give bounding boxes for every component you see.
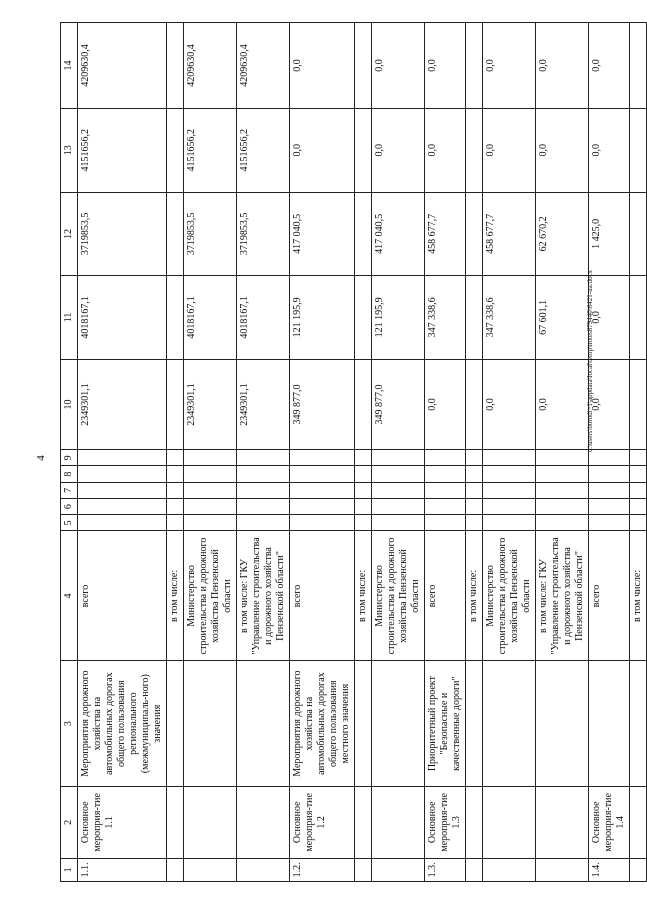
measure-name [184,786,237,858]
empty-cell [630,515,647,531]
empty-cell [237,498,290,514]
value-col-13 [630,108,647,192]
funding-source: Министерство строительства и дорожного хозяйства Пензенской области [184,531,237,661]
value-col-10: 349 877,0 [372,359,425,450]
value-col-13: 4151656,2 [237,108,290,192]
value-col-10: 349 877,0 [290,359,355,450]
empty-cell [290,515,355,531]
table-body [78,23,647,882]
table-row [483,23,536,882]
empty-cell [372,450,425,466]
measure-name: Основное мероприя-тие 1.3 [425,786,466,858]
empty-cell [466,450,483,466]
column-header: 9 [61,450,78,466]
funding-source: всего [589,531,630,661]
value-col-11: 121 195,9 [290,276,355,360]
measure-name: Основное мероприя-тие 1.4 [589,786,630,858]
empty-cell [237,450,290,466]
value-col-13: 0,0 [425,108,466,192]
empty-cell [425,482,466,498]
measure-description [372,661,425,786]
empty-cell [78,515,167,531]
row-number: 1.4. [589,858,630,881]
value-col-11: 0,0 [589,276,630,360]
column-header: 3 [61,661,78,786]
empty-cell [167,498,184,514]
empty-cell [536,466,589,482]
empty-cell [237,515,290,531]
value-col-14: 0,0 [290,23,355,109]
empty-cell [290,498,355,514]
measure-name [237,786,290,858]
funding-source: в том числе: ГКУ "Управление строительства и дорожного хозяйства Пензенской области" [536,531,589,661]
table-row [167,23,184,882]
value-col-11: 4018167,1 [237,276,290,360]
row-number [237,858,290,881]
value-col-14: 4209630,4 [237,23,290,109]
empty-cell [425,515,466,531]
value-col-11: 4018167,1 [184,276,237,360]
measure-description [483,661,536,786]
empty-cell [425,498,466,514]
value-col-13: 4151656,2 [78,108,167,192]
measure-name: Основное мероприя-тие 1.1 [78,786,167,858]
empty-cell [78,498,167,514]
measure-description: Мероприятия дорожного хозяйства на автомобильных дорогах общего пользования местного значения [290,661,355,786]
empty-cell [78,466,167,482]
row-number: 1.2. [290,858,355,881]
value-col-13: 0,0 [536,108,589,192]
table-row [630,23,647,882]
column-header: 12 [61,192,78,276]
value-col-13: 0,0 [483,108,536,192]
empty-cell [167,450,184,466]
empty-cell [589,450,630,466]
value-col-10: 2349301,1 [78,359,167,450]
value-col-14: 0,0 [425,23,466,109]
empty-cell [466,515,483,531]
value-col-13 [355,108,372,192]
empty-cell [184,515,237,531]
value-col-12 [167,192,184,276]
value-col-14: 0,0 [536,23,589,109]
value-col-14 [167,23,184,109]
column-header: 13 [61,108,78,192]
value-col-11: 121 195,9 [372,276,425,360]
column-header: 14 [61,23,78,109]
value-col-11 [355,276,372,360]
row-number [466,858,483,881]
column-header: 1 [61,858,78,881]
funding-source: Министерство строительства и дорожного хозяйства Пензенской области [483,531,536,661]
empty-cell [630,482,647,498]
value-col-10 [466,359,483,450]
empty-cell [536,498,589,514]
empty-cell [237,466,290,482]
column-header: 5 [61,515,78,531]
empty-cell [184,482,237,498]
value-col-10 [355,359,372,450]
empty-cell [290,450,355,466]
table-row [290,23,355,882]
value-col-12 [355,192,372,276]
column-header: 4 [61,531,78,661]
measure-name [466,786,483,858]
value-col-11 [167,276,184,360]
row-number [372,858,425,881]
funding-source: всего [78,531,167,661]
value-col-11 [630,276,647,360]
empty-cell [237,482,290,498]
funding-source: всего [425,531,466,661]
value-col-13: 0,0 [372,108,425,192]
value-col-13: 0,0 [589,108,630,192]
funding-source: в том числе: [355,531,372,661]
page-number: 4 [34,455,47,461]
value-col-10: 0,0 [483,359,536,450]
value-col-12: 1 425,0 [589,192,630,276]
row-number [184,858,237,881]
empty-cell [184,466,237,482]
value-col-14 [466,23,483,109]
empty-cell [466,498,483,514]
table-row [425,23,466,882]
value-col-10: 0,0 [589,359,630,450]
measure-name: Основное мероприя-тие 1.2 [290,786,355,858]
value-col-13: 4151656,2 [184,108,237,192]
empty-cell [630,498,647,514]
value-col-14: 0,0 [483,23,536,109]
empty-cell [78,482,167,498]
funding-source: в том числе: [167,531,184,661]
value-col-12: 62 670,2 [536,192,589,276]
value-col-10 [630,359,647,450]
value-col-14 [355,23,372,109]
funding-source: в том числе: ГКУ "Управление строительства и дорожного хозяйства Пензенской области" [237,531,290,661]
empty-cell [536,515,589,531]
value-col-10 [167,359,184,450]
measure-description [630,661,647,786]
empty-cell [78,450,167,466]
measure-description [589,661,630,786]
empty-cell [425,466,466,482]
measure-description [536,661,589,786]
value-col-10: 2349301,1 [184,359,237,450]
measure-name [167,786,184,858]
measure-name [630,786,647,858]
value-col-13 [167,108,184,192]
column-header: 8 [61,466,78,482]
funding-source: Министерство строительства и дорожного хозяйства Пензенской области [372,531,425,661]
empty-cell [483,466,536,482]
table-row [466,23,483,882]
measure-name [536,786,589,858]
measure-description [237,661,290,786]
empty-cell [167,515,184,531]
empty-cell [355,450,372,466]
measure-description: Приоритетный проект "Безопасные и качественные дороги" [425,661,466,786]
empty-cell [184,498,237,514]
row-number: 1.3. [425,858,466,881]
table-row [355,23,372,882]
measure-description [167,661,184,786]
footer-file-path: c:\users\borodi~1\appdata\local\temp\notes879440\6421-ua.docx [586,269,594,452]
value-col-11: 347 338,6 [425,276,466,360]
funding-source: в том числе: [630,531,647,661]
value-col-12 [630,192,647,276]
value-col-10: 2349301,1 [237,359,290,450]
row-number [167,858,184,881]
empty-cell [290,466,355,482]
value-col-12: 417 040,5 [372,192,425,276]
empty-cell [355,498,372,514]
funding-source: в том числе: [466,531,483,661]
empty-cell [290,482,355,498]
empty-cell [630,466,647,482]
empty-cell [355,515,372,531]
column-header: 11 [61,276,78,360]
empty-cell [589,515,630,531]
program-table [60,22,647,882]
value-col-14: 0,0 [372,23,425,109]
value-col-10: 0,0 [536,359,589,450]
funding-source: всего [290,531,355,661]
empty-cell [372,498,425,514]
column-header: 10 [61,359,78,450]
column-header: 6 [61,498,78,514]
column-number-row [61,23,78,882]
empty-cell [589,498,630,514]
empty-cell [483,498,536,514]
table-row [589,23,630,882]
value-col-11: 347 338,6 [483,276,536,360]
empty-cell [589,482,630,498]
value-col-14: 4209630,4 [78,23,167,109]
value-col-11: 4018167,1 [78,276,167,360]
value-col-13 [466,108,483,192]
value-col-12: 458 677,7 [483,192,536,276]
empty-cell [589,466,630,482]
table-row [372,23,425,882]
value-col-13: 0,0 [290,108,355,192]
value-col-12: 3719853,5 [237,192,290,276]
row-number: 1.1. [78,858,167,881]
measure-name [483,786,536,858]
empty-cell [466,482,483,498]
empty-cell [483,482,536,498]
column-header: 2 [61,786,78,858]
value-col-12 [466,192,483,276]
measure-description: Мероприятия дорожного хозяйства на автомобильных дорогах общего пользования регионального (межмуниципаль-ного) значения [78,661,167,786]
empty-cell [355,466,372,482]
row-number [630,858,647,881]
row-number [536,858,589,881]
value-col-14: 0,0 [589,23,630,109]
empty-cell [630,450,647,466]
empty-cell [483,515,536,531]
empty-cell [372,482,425,498]
value-col-12: 3719853,5 [78,192,167,276]
value-col-10: 0,0 [425,359,466,450]
column-header: 7 [61,482,78,498]
empty-cell [167,482,184,498]
value-col-12: 3719853,5 [184,192,237,276]
table-row [237,23,290,882]
empty-cell [167,466,184,482]
value-col-14 [630,23,647,109]
empty-cell [536,450,589,466]
empty-cell [355,482,372,498]
row-number [483,858,536,881]
table-row [184,23,237,882]
measure-description [355,661,372,786]
empty-cell [425,450,466,466]
empty-cell [184,450,237,466]
value-col-14: 4209630,4 [184,23,237,109]
measure-name [355,786,372,858]
measure-name [372,786,425,858]
value-col-11 [466,276,483,360]
empty-cell [372,466,425,482]
empty-cell [466,466,483,482]
value-col-12: 417 040,5 [290,192,355,276]
value-col-11: 67 601,1 [536,276,589,360]
value-col-12: 458 677,7 [425,192,466,276]
measure-description [184,661,237,786]
table-row [78,23,167,882]
row-number [355,858,372,881]
empty-cell [536,482,589,498]
empty-cell [483,450,536,466]
table-row [536,23,589,882]
empty-cell [372,515,425,531]
measure-description [466,661,483,786]
